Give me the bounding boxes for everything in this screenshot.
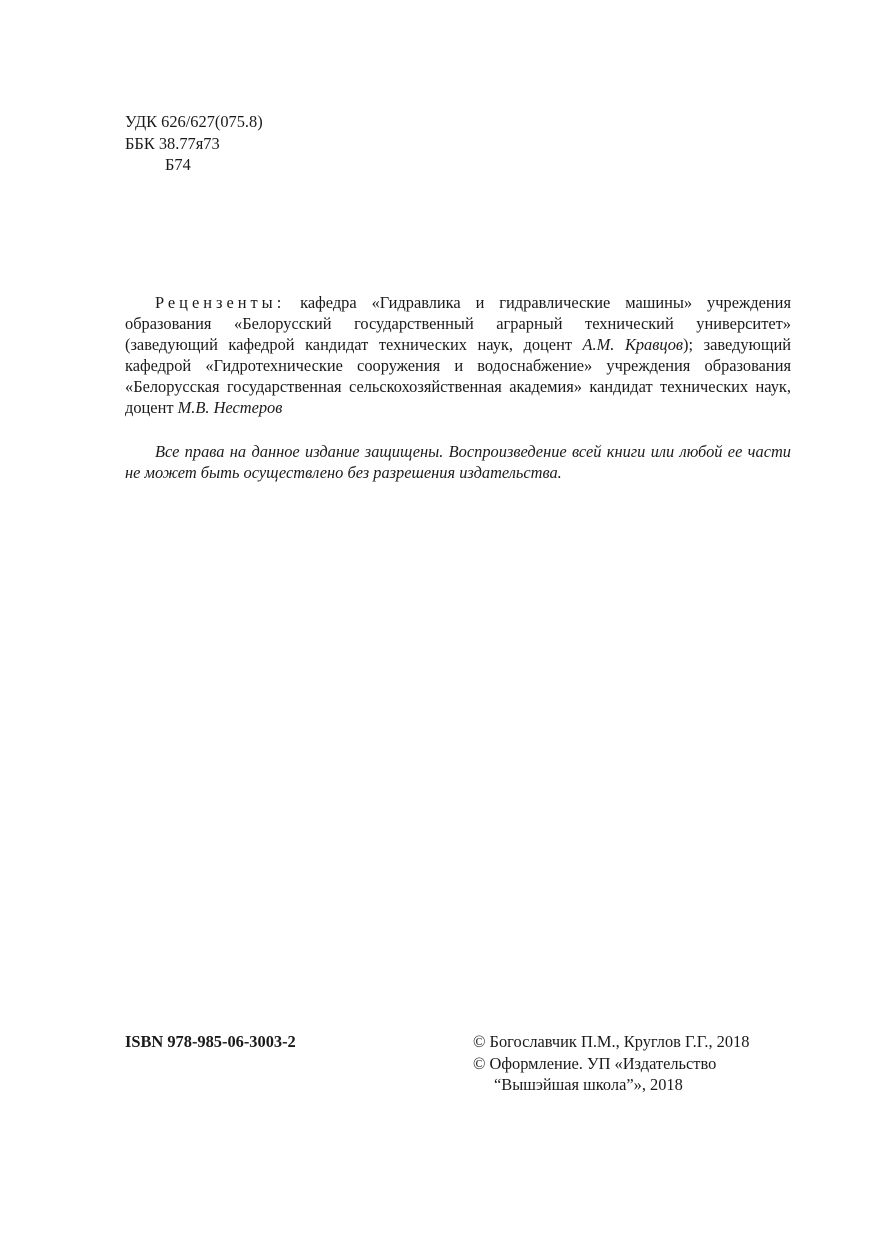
- author-mark: Б74: [165, 155, 191, 174]
- isbn-number: ISBN 978-985-06-3003-2: [125, 1032, 296, 1051]
- copyright-authors: © Богославчик П.М., Круглов Г.Г., 2018: [473, 1032, 750, 1051]
- reviewers-label: Рецензенты:: [155, 293, 286, 312]
- bbk-code: ББК 38.77я73: [125, 133, 220, 153]
- reviewers-text-part2: ); заведующий кафедрой «Гидротехнические сооружения и водоснабжение» учреждения образования «Белорусская государственная сельскохозяйственная академия» кандидат технических наук, доцент: [125, 335, 791, 417]
- copyright-publisher: “Вышэйшая школа”», 2018: [494, 1075, 683, 1094]
- classification-block: [125, 111, 263, 176]
- reviewer-name-2: М.В. Нестеров: [177, 398, 283, 417]
- copyright-design: © Оформление. УП «Издательство: [473, 1053, 717, 1073]
- reviewers-paragraph: [125, 292, 791, 418]
- copyright-block: [473, 1031, 803, 1096]
- udk-code: УДК 626/627(075.8): [125, 112, 263, 131]
- rights-notice: Все права на данное издание защищены. Воспроизведение всей книги или любой ее части не может быть осуществлено без разрешения издательства.: [125, 442, 791, 482]
- reviewers-text-part1: кафедра «Гидравлика и гидравлические машины» учреждения образования «Белорусский государственный аграрный технический университет» (заведующий кафедрой кандидат технических наук, доцент: [125, 293, 791, 354]
- reviewer-name-1: А.М. Кравцов: [582, 335, 684, 354]
